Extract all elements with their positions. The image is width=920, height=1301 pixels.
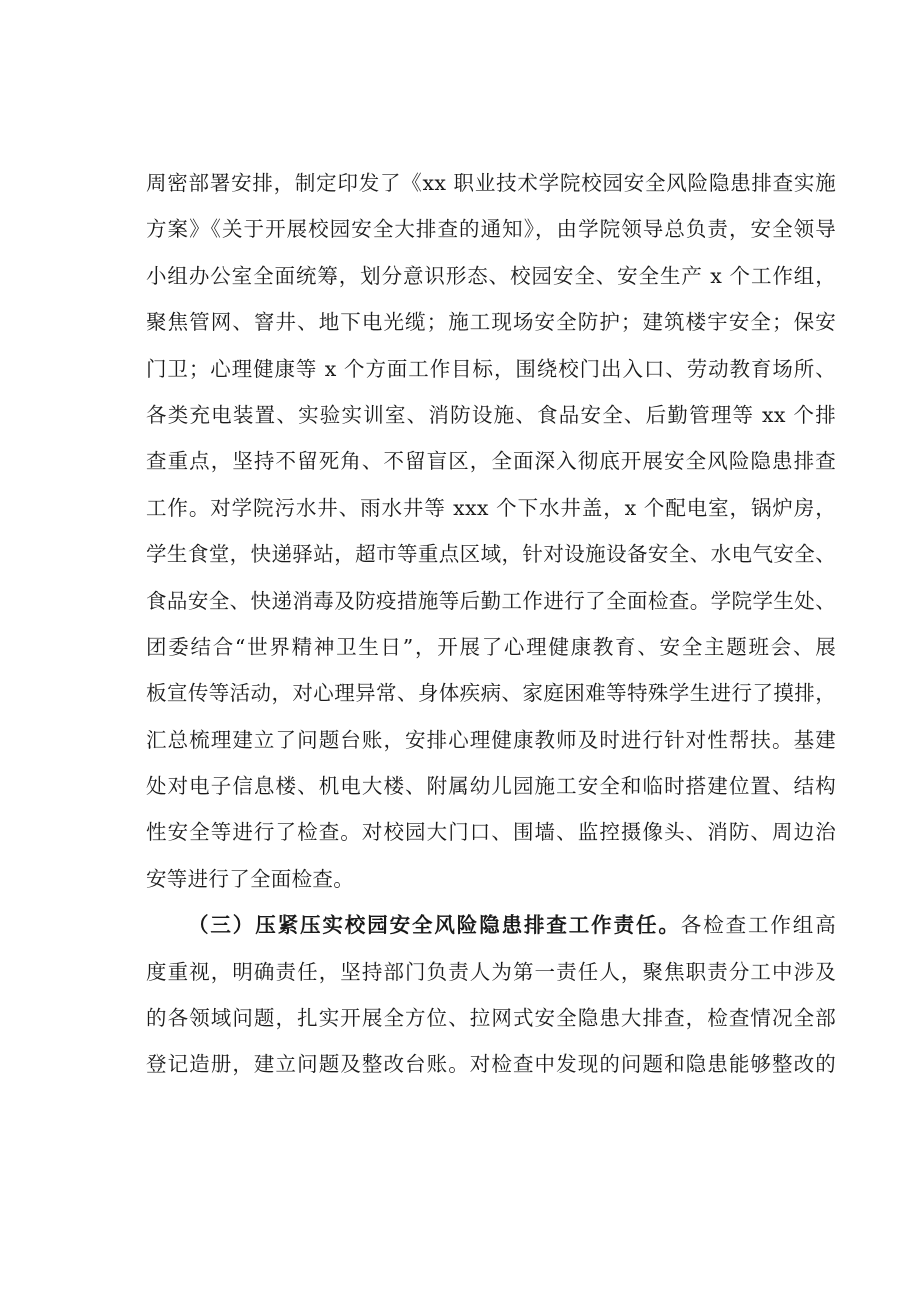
text-line: 查重点，坚持不留死角、不留盲区，全面深入彻底开展安全风险隐患排查 [146, 449, 836, 474]
body-text [146, 160, 836, 1088]
text-line: 学生食堂，快递驿站，超市等重点区域，针对设施设备安全、水电气安全、 [146, 542, 836, 567]
text-line: 登记造册，建立问题及整改台账。对检查中发现的问题和隐患能够整改的 [146, 1052, 836, 1077]
text-line: 小组办公室全面统筹，划分意识形态、校园安全、安全生产 x 个工作组， [146, 263, 836, 288]
text-line: 团委结合“世界精神卫生日”，开展了心理健康教育、安全主题班会、展 [146, 634, 836, 659]
text-line: 食品安全、快递消毒及防疫措施等后勤工作进行了全面检查。学院学生处、 [146, 588, 836, 613]
text-line: 板宣传等活动，对心理异常、身体疾病、家庭困难等特殊学生进行了摸排， [146, 681, 836, 706]
text-line: 门卫；心理健康等 x 个方面工作目标，围绕校门出入口、劳动教育场所、 [146, 356, 836, 381]
text-line: 的各领域问题，扎实开展全方位、拉网式安全隐患大排查，检查情况全部 [146, 1006, 836, 1031]
text-line: 性安全等进行了检查。对校园大门口、围墙、监控摄像头、消防、周边治 [146, 820, 836, 845]
text-line: 度重视，明确责任，坚持部门负责人为第一责任人，聚焦职责分工中涉及 [146, 959, 836, 984]
paragraph-1 [146, 160, 836, 902]
text-line: 聚焦管网、窨井、地下电光缆；施工现场安全防护；建筑楼宇安全；保安 [146, 310, 836, 335]
text-line-last: 安等进行了全面检查。 [146, 866, 354, 891]
text-line: 汇总梳理建立了问题台账，安排心理健康教师及时进行针对性帮扶。基建 [146, 727, 836, 752]
text-line: 工作。对学院污水井、雨水井等 xxx 个下水井盖，x 个配电室，锅炉房， [146, 495, 836, 520]
text-line: 各类充电装置、实验实训室、消防设施、食品安全、后勤管理等 xx 个排 [146, 402, 836, 427]
section-heading: （三）压紧压实校园安全风险隐患排查工作责任。 [188, 913, 681, 938]
text-line: 方案》《关于开展校园安全大排查的通知》，由学院领导总负责，安全领导 [146, 217, 836, 242]
text-line: 处对电子信息楼、机电大楼、附属幼儿园施工安全和临时搭建位置、结构 [146, 774, 836, 799]
paragraph-2-first-line [146, 902, 836, 948]
text-segment: 各检查工作组高 [680, 913, 836, 938]
paragraph-2 [146, 902, 836, 1088]
text-line: 周密部署安排，制定印发了《xx 职业技术学院校园安全风险隐患排查实施 [146, 171, 836, 195]
